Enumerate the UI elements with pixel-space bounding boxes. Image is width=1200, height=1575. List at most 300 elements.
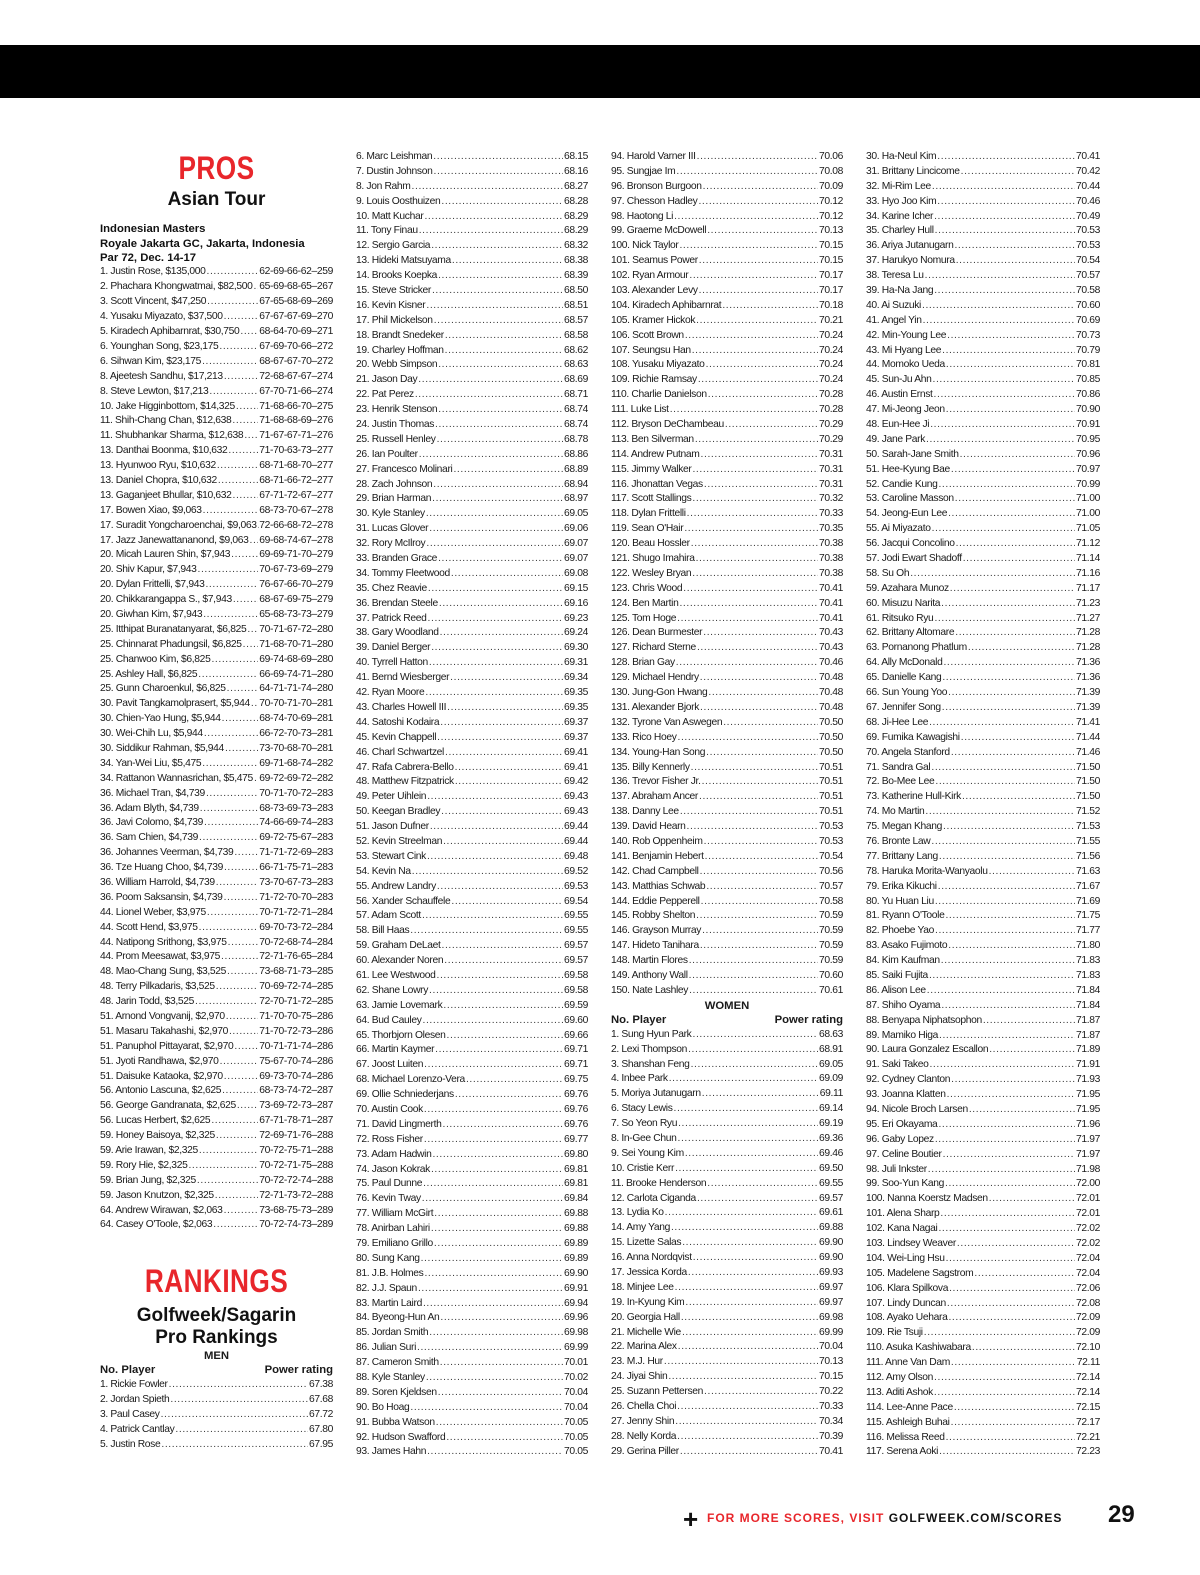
entry-name: 24. Justin Thomas	[356, 419, 434, 431]
ranking-row	[611, 1102, 843, 1117]
entry-value: 72.01	[1075, 1208, 1100, 1220]
result-row	[100, 1219, 333, 1234]
entry-value: 72-66-68-72–278	[259, 519, 333, 531]
ranking-row	[866, 373, 1100, 388]
dot-leader	[412, 180, 563, 195]
entry-name: 67. Jennifer Song	[866, 701, 941, 713]
dot-leader	[687, 507, 818, 522]
entry-name: 36. Javi Colomo, $4,739	[100, 817, 203, 829]
col-no-player: No. Player	[611, 1013, 667, 1026]
entry-value: 66-72-70-73–281	[259, 728, 333, 740]
dot-leader	[432, 1148, 563, 1163]
ranking-row	[866, 463, 1100, 478]
entry-value: 70.13	[818, 225, 843, 237]
dot-leader	[197, 1174, 258, 1189]
entry-name: 144. Eddie Pepperell	[611, 895, 700, 907]
result-row	[100, 1114, 333, 1129]
entry-name: 12. Sergio Garcia	[356, 240, 431, 252]
entry-name: 12. Carlota Ciganda	[611, 1192, 696, 1204]
entry-value: 70.41	[1075, 150, 1100, 162]
entry-name: 6. Sihwan Kim, $23,175	[100, 355, 202, 367]
dot-leader	[722, 299, 818, 314]
entry-name: 81. J.B. Holmes	[356, 1267, 424, 1279]
entry-value: 70.53	[1075, 225, 1100, 237]
entry-name: 89. Mamiko Higa	[866, 1029, 939, 1041]
ranking-row	[356, 1058, 588, 1073]
entry-name: 20. Georgia Hall	[611, 1311, 680, 1323]
ranking-row	[356, 1416, 588, 1431]
entry-name: 33. Hyo Joo Kim	[866, 195, 937, 207]
entry-name: 7. Dustin Johnson	[356, 165, 433, 177]
entry-name: 105. Madelene Sagstrom	[866, 1267, 974, 1279]
ranking-row	[356, 388, 588, 403]
entry-value: 65-68-73-73–279	[259, 608, 333, 620]
entry-value: 71.75	[1075, 910, 1100, 922]
entry-name: 137. Abraham Ancer	[611, 791, 699, 803]
ranking-row	[866, 418, 1100, 433]
entry-value: 70.42	[1075, 165, 1100, 177]
dot-leader	[689, 269, 818, 284]
entry-value: 72-69-71-76–288	[259, 1130, 333, 1142]
entry-name: 88. Benyapa Niphatsophon	[866, 1014, 982, 1026]
entry-value: 70.48	[818, 672, 843, 684]
entry-name: 63. Jamie Lovemark	[356, 999, 443, 1011]
dot-leader	[215, 1189, 258, 1204]
entry-name: 42. Min-Young Lee	[866, 329, 947, 341]
dot-leader	[233, 593, 258, 608]
dot-leader	[705, 850, 818, 865]
entry-name: 127. Richard Sterne	[611, 642, 696, 654]
ranking-row	[356, 269, 588, 284]
entry-value: 71-70-72-73–286	[259, 1025, 333, 1037]
entry-name: 100. Nanna Koerstz Madsen	[866, 1193, 988, 1205]
ranking-row	[866, 909, 1100, 924]
entry-value: 70-67-73-69–279	[259, 564, 333, 576]
entry-name: 77. Brittany Lang	[866, 850, 938, 862]
entry-name: 82. J.J. Spaun	[356, 1282, 417, 1294]
result-row	[100, 697, 333, 712]
entry-name: 34. Yan-Wei Liu, $5,475	[100, 757, 202, 769]
dot-leader	[258, 519, 259, 534]
dot-leader	[433, 165, 562, 180]
entry-value: 70.04	[563, 1401, 588, 1413]
ranking-row	[356, 150, 588, 165]
dot-leader	[206, 787, 258, 802]
entry-name: 110. Asuka Kashiwabara	[866, 1342, 971, 1354]
ranking-row	[356, 805, 588, 820]
entry-value: 69.35	[563, 701, 588, 713]
entry-name: 129. Michael Hendry	[611, 672, 699, 684]
entry-name: 79. Emiliano Grillo	[356, 1238, 433, 1249]
entry-name: 116. Melissa Reed	[866, 1431, 945, 1443]
entry-name: 141. Benjamin Hebert	[611, 850, 704, 862]
dot-leader	[934, 210, 1075, 225]
ranking-row	[866, 224, 1100, 239]
dot-leader	[687, 820, 818, 835]
ranking-row	[356, 329, 588, 344]
entry-value: 68.89	[563, 463, 588, 475]
entry-name: 58. Su Oh	[866, 567, 910, 579]
men-label: MEN	[203, 1350, 230, 1363]
dot-leader	[931, 835, 1075, 850]
ranking-row	[356, 567, 588, 582]
ranking-row	[356, 597, 588, 612]
dot-leader	[203, 504, 259, 519]
entry-value: 68-71-68-70–277	[259, 460, 333, 472]
ranking-row	[866, 1252, 1100, 1267]
ranking-row	[866, 1088, 1100, 1103]
dot-leader	[954, 239, 1075, 254]
dot-leader	[707, 224, 818, 239]
column-1	[100, 150, 333, 1453]
entry-name: 41. Bernd Wiesberger	[356, 672, 450, 684]
entry-name: 15. Lizette Salas	[611, 1237, 682, 1249]
dot-leader	[446, 1431, 563, 1446]
result-row	[100, 266, 333, 281]
ranking-row	[356, 924, 588, 939]
dot-leader	[942, 671, 1075, 686]
ranking-row	[611, 433, 843, 448]
ranking-row	[611, 1296, 843, 1311]
entry-value: 69.98	[563, 1327, 588, 1339]
ranking-row	[356, 641, 588, 656]
entry-value: 69.54	[563, 895, 588, 907]
dot-leader	[935, 895, 1075, 910]
entry-name: 84. Byeong-Hun An	[356, 1312, 440, 1324]
ranking-row	[611, 165, 843, 180]
entry-value: 71.50	[1075, 761, 1100, 773]
entry-name: 19. Charley Hoffman	[356, 344, 444, 356]
entry-name: 36. Poom Saksansin, $4,739	[100, 891, 223, 903]
ranking-row	[611, 1415, 843, 1430]
dot-leader	[669, 1072, 818, 1087]
dot-leader	[949, 1282, 1075, 1297]
ranking-row	[866, 567, 1100, 582]
entry-name: 30. Pavit Tangkamolprasert, $5,944	[100, 698, 250, 710]
ranking-row	[356, 731, 588, 746]
dot-leader	[681, 1311, 818, 1326]
dot-leader	[205, 578, 258, 593]
dot-leader	[685, 1147, 818, 1162]
dot-leader	[928, 1163, 1075, 1178]
entry-value: 69.58	[563, 969, 588, 981]
entry-name: 35. Chez Reavie	[356, 582, 427, 594]
dot-leader	[675, 1281, 818, 1296]
ranking-row	[356, 1267, 588, 1282]
dot-leader	[188, 1159, 258, 1174]
entry-name: 125. Tom Hoge	[611, 612, 677, 624]
dot-leader	[692, 1028, 817, 1043]
entry-value: 69.37	[563, 716, 588, 728]
dot-leader	[691, 1058, 818, 1073]
ranking-row	[356, 895, 588, 910]
entry-name: 36. Tze Huang Choo, $4,739	[100, 862, 223, 874]
entry-name: 117. Scott Stallings	[611, 493, 692, 505]
result-row	[100, 474, 333, 489]
entry-value: 69.53	[563, 880, 588, 892]
dot-leader	[426, 537, 563, 552]
entry-value: 68.50	[563, 285, 588, 296]
dot-leader	[170, 1393, 308, 1408]
entry-name: 105. Kramer Hickok	[611, 314, 696, 326]
rankings-title-2: Pro Rankings	[155, 1327, 278, 1349]
entry-name: 9. Louis Oosthuizen	[356, 195, 441, 207]
ranking-row	[866, 299, 1100, 314]
result-row	[100, 1055, 333, 1070]
result-row	[100, 534, 333, 549]
entry-name: 11. Tony Finau	[356, 225, 418, 237]
ranking-row	[356, 1222, 588, 1237]
ranking-row	[866, 656, 1100, 671]
entry-name: 3. Shanshan Feng	[611, 1058, 690, 1070]
entry-name: 34. Karine Icher	[866, 210, 934, 222]
result-row	[100, 548, 333, 563]
entry-value: 67.72	[308, 1409, 333, 1421]
entry-name: 18. Minjee Lee	[611, 1281, 674, 1293]
ranking-row	[866, 1297, 1100, 1312]
entry-name: 118. Dylan Frittelli	[611, 508, 686, 520]
entry-value: 71-70-63-73–277	[259, 445, 333, 457]
dot-leader	[237, 1099, 258, 1114]
dot-leader	[937, 195, 1075, 210]
entry-name: 31. Brittany Lincicome	[866, 165, 960, 177]
dot-leader	[203, 608, 258, 623]
ranking-row	[356, 344, 588, 359]
entry-value: 69.16	[563, 597, 588, 609]
entry-value: 69.71	[563, 1059, 588, 1071]
entry-value: 69.05	[818, 1058, 843, 1070]
entry-value: 70.97	[1075, 463, 1100, 475]
result-row	[100, 980, 333, 995]
entry-name: 107. Seungsu Han	[611, 344, 691, 356]
result-row	[100, 280, 333, 295]
ranking-row	[866, 433, 1100, 448]
dot-leader	[419, 448, 563, 463]
result-row	[100, 519, 333, 534]
ranking-row	[866, 314, 1100, 329]
ranking-row	[866, 1222, 1100, 1237]
women-table-header	[611, 1013, 843, 1028]
entry-value: 69.42	[563, 776, 588, 788]
entry-value: 68-73-69-73–283	[259, 802, 333, 814]
entry-value: 71.89	[1075, 1044, 1100, 1056]
entry-value: 69.08	[563, 567, 588, 579]
entry-name: 91. Saki Takeo	[866, 1059, 929, 1071]
dot-leader	[431, 239, 563, 254]
dot-leader	[947, 1297, 1075, 1312]
dot-leader	[427, 850, 563, 865]
entry-value: 70.46	[1075, 195, 1100, 207]
entry-value: 70.34	[818, 1415, 843, 1427]
dot-leader	[229, 1025, 258, 1040]
entry-value: 70.05	[563, 1431, 588, 1443]
entry-name: 108. Ayako Uehara	[866, 1312, 948, 1324]
ranking-row	[866, 507, 1100, 522]
entry-value: 69.34	[563, 672, 588, 684]
ranking-row	[356, 865, 588, 880]
entry-name: 108. Yusaku Miyazato	[611, 359, 705, 371]
entry-value: 68.78	[563, 433, 588, 445]
entry-value: 70.28	[818, 404, 843, 416]
entry-name: 109. Richie Ramsay	[611, 374, 697, 386]
entry-value: 72.04	[1075, 1252, 1100, 1264]
dot-leader	[674, 1102, 818, 1117]
entry-name: 126. Dean Burmester	[611, 627, 703, 639]
col-no-player: No. Player	[100, 1364, 156, 1377]
ranking-row	[611, 224, 843, 239]
entry-name: 11. Shubhankar Sharma, $12,638	[100, 430, 244, 442]
dot-leader	[947, 1088, 1075, 1103]
entry-name: 109. Rie Tsuji	[866, 1327, 923, 1339]
ranking-row	[611, 746, 843, 761]
dot-leader	[224, 1204, 259, 1219]
entry-value: 70.96	[1075, 448, 1100, 460]
entry-name: 36. Johannes Veerman, $4,739	[100, 847, 234, 859]
entry-value: 70.41	[818, 582, 843, 594]
entry-value: 69.57	[563, 955, 588, 967]
entry-name: 94. Harold Varner III	[611, 150, 696, 162]
entry-value: 68-64-70-69–271	[259, 326, 333, 338]
entry-name: 17. Phil Mickelson	[356, 314, 433, 326]
entry-value: 71.93	[1075, 1074, 1100, 1086]
dot-leader	[951, 463, 1075, 478]
ranking-row	[100, 1393, 333, 1408]
entry-name: 85. Saiki Fujita	[866, 969, 928, 981]
entry-name: 98. Haotong Li	[611, 210, 674, 222]
dot-leader	[935, 1133, 1075, 1148]
entry-name: 44. Prom Meesawat, $3,975	[100, 951, 221, 963]
dot-leader	[437, 969, 563, 984]
ranking-row	[100, 1438, 333, 1453]
ranking-row	[356, 969, 588, 984]
ranking-row	[356, 1192, 588, 1207]
ranking-row	[356, 537, 588, 552]
ranking-row	[866, 1237, 1100, 1252]
dot-leader	[466, 1073, 563, 1088]
ranking-row	[611, 478, 843, 493]
dot-leader	[678, 1132, 818, 1147]
dot-leader	[422, 1192, 563, 1207]
entry-name: 76. Bronte Law	[866, 835, 931, 847]
dot-leader	[941, 597, 1075, 612]
entry-value: 72.02	[1075, 1238, 1100, 1249]
dot-leader	[930, 418, 1075, 433]
entry-value: 70.59	[818, 955, 843, 967]
dot-leader	[243, 638, 259, 653]
dot-leader	[676, 165, 818, 180]
ranking-row	[611, 880, 843, 895]
result-row	[100, 891, 333, 906]
dot-leader	[435, 1043, 563, 1058]
entry-name: 1. Rickie Fowler	[100, 1379, 168, 1391]
ranking-row	[356, 210, 588, 225]
ranking-row	[866, 284, 1100, 299]
entry-name: 143. Matthias Schwab	[611, 880, 706, 892]
dot-leader	[697, 1192, 818, 1207]
entry-value: 71.44	[1075, 731, 1100, 743]
dot-leader	[989, 1043, 1075, 1058]
ranking-row	[866, 1014, 1100, 1029]
ranking-row	[866, 850, 1100, 865]
dot-leader	[929, 716, 1075, 731]
ranking-row	[611, 403, 843, 418]
dot-leader	[453, 463, 563, 478]
ranking-row	[611, 865, 843, 880]
entry-name: 112. Amy Olson	[866, 1372, 934, 1384]
ranking-row	[866, 1133, 1100, 1148]
entry-name: 102. Kana Nagai	[866, 1223, 938, 1235]
entry-value: 68.69	[563, 374, 588, 386]
entry-name: 75. Paul Dunne	[356, 1178, 423, 1190]
dot-leader	[434, 1237, 563, 1252]
ranking-row	[611, 924, 843, 939]
entry-name: 43. Mi Hyang Lee	[866, 344, 942, 356]
ranking-row	[866, 835, 1100, 850]
dot-leader	[213, 1219, 258, 1234]
ranking-row	[611, 344, 843, 359]
entry-name: 1. Justin Rose, $135,000	[100, 266, 206, 278]
ranking-row	[356, 1371, 588, 1386]
result-row	[100, 950, 333, 965]
dot-leader	[450, 671, 563, 686]
ranking-row	[356, 284, 588, 299]
dot-leader	[426, 507, 563, 522]
entry-value: 62-69-66-62–259	[259, 266, 333, 278]
entry-value: 67.95	[308, 1438, 333, 1450]
entry-name: 59. Azahara Munoz	[866, 582, 949, 594]
entry-value: 69.90	[563, 1267, 588, 1279]
dot-leader	[216, 1129, 258, 1144]
dot-leader	[972, 1341, 1075, 1356]
scores-link[interactable]: GOLFWEEK.COM/SCORES	[888, 1511, 1063, 1525]
entry-name: 24. Jiyai Shin	[611, 1371, 668, 1383]
entry-value: 69.15	[563, 582, 588, 594]
dot-leader	[423, 1297, 563, 1312]
entry-value: 70.05	[563, 1416, 588, 1428]
entry-value: 69.57	[818, 1192, 843, 1204]
ranking-row	[866, 150, 1100, 165]
entry-value: 69.90	[818, 1252, 843, 1264]
entry-name: 2. Jordan Spieth	[100, 1394, 170, 1406]
entry-name: 54. Jeong-Eun Lee	[866, 508, 948, 520]
entry-value: 68.57	[563, 314, 588, 326]
entry-name: 65. Thorbjorn Olesen	[356, 1029, 446, 1041]
entry-name: 103. Lindsey Weaver	[866, 1238, 956, 1249]
entry-name: 139. David Hearn	[611, 821, 686, 833]
dot-leader	[700, 701, 818, 716]
event-par: Par 72, Dec. 14-17	[100, 252, 197, 264]
dot-leader	[950, 582, 1075, 597]
ranking-row	[866, 805, 1100, 820]
ranking-row	[866, 1356, 1100, 1371]
ranking-row	[866, 984, 1100, 999]
ranking-row	[611, 537, 843, 552]
entry-value: 73-70-68-70–281	[259, 742, 333, 754]
ranking-row	[356, 180, 588, 195]
dot-leader	[940, 1207, 1075, 1222]
ranking-row	[611, 150, 843, 165]
ranking-row	[356, 582, 588, 597]
result-row	[100, 578, 333, 593]
entry-value: 67-69-70-66–272	[259, 340, 333, 352]
entry-value: 70.24	[818, 329, 843, 341]
entry-name: 8. Jon Rahm	[356, 180, 411, 192]
entry-name: 67. Joost Luiten	[356, 1059, 424, 1071]
dot-leader	[232, 489, 258, 504]
dot-leader	[216, 980, 258, 995]
entry-name: 68. Michael Lorenzo-Vera	[356, 1074, 465, 1086]
dot-leader	[934, 284, 1075, 299]
